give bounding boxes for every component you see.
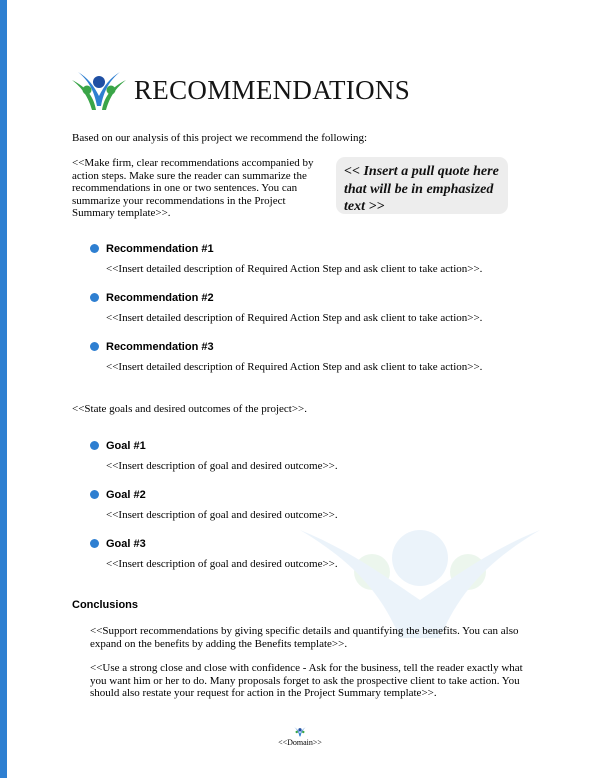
- recommendation-title: Recommendation #1: [106, 243, 214, 255]
- page-footer: [0, 726, 600, 748]
- goal-desc: <<Insert description of goal and desired outcome>>.: [106, 509, 338, 521]
- bullet-icon: [90, 490, 99, 499]
- logo-watermark-icon: [290, 520, 550, 640]
- recommendation-desc: <<Insert detailed description of Required Action Step and ask client to take action>>.: [106, 361, 483, 373]
- intro-text: Based on our analysis of this project we recommend the following:: [72, 132, 368, 144]
- conclusion-paragraph: <<Support recommendations by giving specific details and quantifying the benefits. You can also expand on the benefits by adding the Benefits template>>.: [90, 625, 519, 650]
- conclusions-heading: Conclusions: [72, 599, 139, 611]
- bullet-icon: [90, 342, 99, 351]
- goal-desc: <<Insert description of goal and desired outcome>>.: [106, 460, 338, 472]
- bullet-icon: [90, 244, 99, 253]
- people-logo-icon: [70, 68, 128, 112]
- recommendation-desc: <<Insert detailed description of Required Action Step and ask client to take action>>.: [106, 263, 483, 275]
- recommendation-desc: <<Insert detailed description of Required Action Step and ask client to take action>>.: [106, 312, 483, 324]
- bullet-icon: [90, 293, 99, 302]
- footer-domain: <<Domain>>: [278, 738, 322, 747]
- bullet-icon: [90, 441, 99, 450]
- conclusion-paragraph: <<Use a strong close and close with confidence - Ask for the business, tell the reader exactly what you want him or her to do. Many proposals forget to ask the prospective client to take action. You should also restate your request for action in the Project Summary template>>.: [90, 662, 523, 699]
- bullet-icon: [90, 539, 99, 548]
- people-logo-icon: [292, 726, 308, 738]
- pull-quote: << Insert a pull quote here that will be in emphasized text >>: [336, 157, 508, 214]
- goal-desc: <<Insert description of goal and desired outcome>>.: [106, 558, 338, 570]
- lead-paragraph: <<Make firm, clear recommendations accompanied by action steps. Make sure the reader can summarize the recommendations in one or two sentences. You can summarize your recommendations in the Project Summary template>>.: [72, 157, 314, 219]
- goal-title: Goal #1: [106, 440, 146, 452]
- page-header: [70, 68, 410, 112]
- goal-title: Goal #3: [106, 538, 146, 550]
- page-accent-bar: [0, 0, 7, 778]
- goals-intro-text: <<State goals and desired outcomes of the project>>.: [72, 403, 307, 415]
- recommendation-title: Recommendation #2: [106, 292, 214, 304]
- page-title: RECOMMENDATIONS: [134, 74, 411, 105]
- goal-title: Goal #2: [106, 489, 146, 501]
- recommendation-title: Recommendation #3: [106, 341, 214, 353]
